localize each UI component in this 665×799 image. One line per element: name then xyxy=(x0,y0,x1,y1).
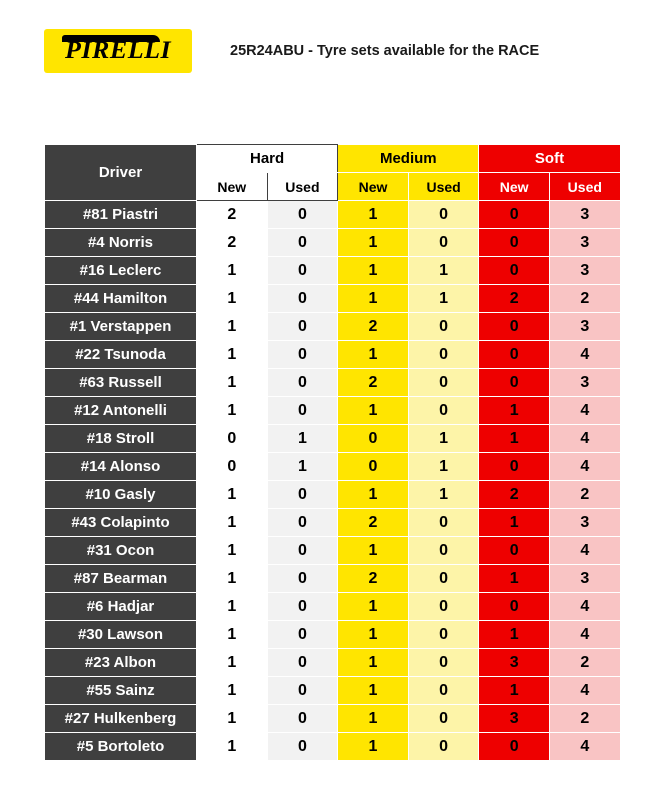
cell-hard-new: 1 xyxy=(197,481,268,509)
cell-medium-used: 1 xyxy=(408,453,479,481)
cell-driver: #31 Ocon xyxy=(45,537,197,565)
table-header-row-compounds xyxy=(45,145,621,173)
cell-medium-new: 1 xyxy=(338,649,409,677)
header-compound-soft: Soft xyxy=(479,145,620,173)
cell-driver: #5 Bortoleto xyxy=(45,733,197,761)
cell-medium-new: 1 xyxy=(338,621,409,649)
cell-soft-new: 0 xyxy=(479,341,550,369)
header-hard-used: Used xyxy=(267,173,338,201)
cell-driver: #30 Lawson xyxy=(45,621,197,649)
header-driver: Driver xyxy=(45,145,197,201)
cell-soft-used: 4 xyxy=(549,621,620,649)
tyre-table-container xyxy=(0,72,665,761)
cell-medium-used: 0 xyxy=(408,705,479,733)
cell-soft-used: 4 xyxy=(549,453,620,481)
cell-soft-used: 3 xyxy=(549,229,620,257)
cell-medium-used: 0 xyxy=(408,229,479,257)
cell-hard-new: 1 xyxy=(197,677,268,705)
cell-driver: #4 Norris xyxy=(45,229,197,257)
cell-soft-used: 3 xyxy=(549,313,620,341)
cell-medium-new: 2 xyxy=(338,313,409,341)
header-compound-medium: Medium xyxy=(338,145,479,173)
cell-hard-used: 0 xyxy=(267,537,338,565)
cell-soft-used: 4 xyxy=(549,537,620,565)
table-body xyxy=(45,201,621,761)
cell-medium-used: 0 xyxy=(408,537,479,565)
cell-driver: #22 Tsunoda xyxy=(45,341,197,369)
cell-soft-new: 1 xyxy=(479,565,550,593)
cell-driver: #43 Colapinto xyxy=(45,509,197,537)
cell-hard-used: 1 xyxy=(267,453,338,481)
cell-hard-used: 0 xyxy=(267,397,338,425)
cell-hard-used: 0 xyxy=(267,677,338,705)
cell-hard-new: 1 xyxy=(197,341,268,369)
header-medium-used: Used xyxy=(408,173,479,201)
cell-soft-new: 1 xyxy=(479,425,550,453)
cell-driver: #18 Stroll xyxy=(45,425,197,453)
cell-driver: #44 Hamilton xyxy=(45,285,197,313)
cell-medium-used: 1 xyxy=(408,481,479,509)
cell-hard-used: 0 xyxy=(267,733,338,761)
cell-medium-new: 1 xyxy=(338,201,409,229)
cell-hard-used: 0 xyxy=(267,565,338,593)
cell-driver: #1 Verstappen xyxy=(45,313,197,341)
cell-soft-new: 2 xyxy=(479,285,550,313)
header-soft-used: Used xyxy=(549,173,620,201)
table-row xyxy=(45,201,621,229)
pirelli-logo xyxy=(44,29,192,73)
cell-soft-used: 3 xyxy=(549,201,620,229)
cell-medium-new: 1 xyxy=(338,257,409,285)
cell-hard-new: 1 xyxy=(197,565,268,593)
cell-driver: #10 Gasly xyxy=(45,481,197,509)
cell-medium-new: 1 xyxy=(338,537,409,565)
cell-hard-used: 0 xyxy=(267,257,338,285)
cell-hard-new: 0 xyxy=(197,425,268,453)
cell-hard-new: 1 xyxy=(197,509,268,537)
cell-driver: #14 Alonso xyxy=(45,453,197,481)
table-row xyxy=(45,537,621,565)
cell-soft-new: 2 xyxy=(479,481,550,509)
cell-soft-new: 0 xyxy=(479,257,550,285)
cell-hard-used: 0 xyxy=(267,705,338,733)
table-row xyxy=(45,397,621,425)
cell-soft-used: 3 xyxy=(549,565,620,593)
cell-medium-new: 0 xyxy=(338,425,409,453)
cell-medium-used: 0 xyxy=(408,621,479,649)
cell-soft-new: 0 xyxy=(479,229,550,257)
header-compound-hard: Hard xyxy=(197,145,338,173)
header-hard-new: New xyxy=(197,173,268,201)
table-row xyxy=(45,733,621,761)
cell-soft-used: 3 xyxy=(549,369,620,397)
cell-soft-new: 0 xyxy=(479,733,550,761)
table-row xyxy=(45,705,621,733)
cell-medium-used: 0 xyxy=(408,593,479,621)
page-header xyxy=(0,0,665,72)
table-row xyxy=(45,509,621,537)
cell-soft-used: 2 xyxy=(549,649,620,677)
cell-hard-new: 1 xyxy=(197,593,268,621)
cell-driver: #16 Leclerc xyxy=(45,257,197,285)
cell-soft-new: 3 xyxy=(479,705,550,733)
page-title: 25R24ABU - Tyre sets available for the RACE xyxy=(230,43,540,59)
cell-soft-used: 4 xyxy=(549,397,620,425)
cell-medium-new: 1 xyxy=(338,397,409,425)
table-row xyxy=(45,621,621,649)
table-row xyxy=(45,313,621,341)
cell-hard-used: 0 xyxy=(267,509,338,537)
cell-hard-used: 0 xyxy=(267,481,338,509)
cell-soft-new: 1 xyxy=(479,677,550,705)
cell-medium-used: 0 xyxy=(408,565,479,593)
cell-hard-new: 1 xyxy=(197,705,268,733)
cell-soft-used: 4 xyxy=(549,733,620,761)
cell-soft-used: 4 xyxy=(549,425,620,453)
cell-medium-new: 1 xyxy=(338,285,409,313)
cell-medium-used: 0 xyxy=(408,397,479,425)
table-row xyxy=(45,229,621,257)
cell-hard-used: 1 xyxy=(267,425,338,453)
cell-soft-new: 0 xyxy=(479,453,550,481)
cell-soft-new: 0 xyxy=(479,369,550,397)
cell-soft-used: 4 xyxy=(549,593,620,621)
cell-driver: #63 Russell xyxy=(45,369,197,397)
cell-soft-new: 0 xyxy=(479,537,550,565)
cell-medium-new: 1 xyxy=(338,705,409,733)
cell-driver: #87 Bearman xyxy=(45,565,197,593)
cell-soft-used: 2 xyxy=(549,481,620,509)
cell-medium-new: 0 xyxy=(338,453,409,481)
cell-hard-new: 2 xyxy=(197,201,268,229)
header-soft-new: New xyxy=(479,173,550,201)
cell-medium-used: 0 xyxy=(408,677,479,705)
cell-soft-new: 0 xyxy=(479,593,550,621)
cell-soft-new: 3 xyxy=(479,649,550,677)
cell-soft-used: 3 xyxy=(549,509,620,537)
cell-hard-new: 1 xyxy=(197,285,268,313)
cell-hard-new: 2 xyxy=(197,229,268,257)
cell-hard-new: 1 xyxy=(197,313,268,341)
table-row xyxy=(45,369,621,397)
cell-hard-new: 1 xyxy=(197,537,268,565)
cell-hard-new: 1 xyxy=(197,621,268,649)
cell-soft-used: 2 xyxy=(549,705,620,733)
cell-driver: #27 Hulkenberg xyxy=(45,705,197,733)
table-row xyxy=(45,593,621,621)
cell-medium-used: 0 xyxy=(408,509,479,537)
cell-medium-used: 0 xyxy=(408,369,479,397)
logo-text: PIRELLI xyxy=(64,37,172,64)
cell-soft-used: 4 xyxy=(549,341,620,369)
table-row xyxy=(45,257,621,285)
cell-soft-used: 3 xyxy=(549,257,620,285)
cell-medium-used: 1 xyxy=(408,257,479,285)
cell-medium-new: 1 xyxy=(338,733,409,761)
cell-medium-new: 1 xyxy=(338,481,409,509)
cell-soft-new: 0 xyxy=(479,313,550,341)
cell-driver: #6 Hadjar xyxy=(45,593,197,621)
cell-hard-new: 1 xyxy=(197,369,268,397)
table-row xyxy=(45,565,621,593)
cell-medium-used: 0 xyxy=(408,201,479,229)
cell-hard-used: 0 xyxy=(267,341,338,369)
cell-medium-used: 1 xyxy=(408,285,479,313)
cell-medium-new: 1 xyxy=(338,341,409,369)
header-medium-new: New xyxy=(338,173,409,201)
cell-soft-used: 2 xyxy=(549,285,620,313)
cell-hard-new: 1 xyxy=(197,257,268,285)
cell-medium-new: 1 xyxy=(338,593,409,621)
cell-soft-new: 1 xyxy=(479,397,550,425)
cell-soft-new: 0 xyxy=(479,201,550,229)
table-row xyxy=(45,425,621,453)
cell-hard-used: 0 xyxy=(267,649,338,677)
table-head xyxy=(45,145,621,201)
cell-medium-used: 0 xyxy=(408,341,479,369)
cell-hard-new: 1 xyxy=(197,649,268,677)
table-row xyxy=(45,341,621,369)
cell-soft-new: 1 xyxy=(479,621,550,649)
cell-hard-used: 0 xyxy=(267,593,338,621)
cell-driver: #23 Albon xyxy=(45,649,197,677)
cell-soft-new: 1 xyxy=(479,509,550,537)
cell-medium-new: 2 xyxy=(338,369,409,397)
cell-medium-used: 0 xyxy=(408,649,479,677)
table-row xyxy=(45,453,621,481)
cell-hard-used: 0 xyxy=(267,201,338,229)
cell-driver: #81 Piastri xyxy=(45,201,197,229)
table-row xyxy=(45,481,621,509)
cell-hard-used: 0 xyxy=(267,229,338,257)
cell-hard-new: 1 xyxy=(197,397,268,425)
cell-medium-new: 1 xyxy=(338,677,409,705)
cell-medium-used: 0 xyxy=(408,313,479,341)
cell-hard-new: 0 xyxy=(197,453,268,481)
cell-hard-used: 0 xyxy=(267,621,338,649)
cell-hard-new: 1 xyxy=(197,733,268,761)
cell-medium-new: 1 xyxy=(338,229,409,257)
cell-driver: #55 Sainz xyxy=(45,677,197,705)
cell-medium-new: 2 xyxy=(338,565,409,593)
cell-hard-used: 0 xyxy=(267,313,338,341)
table-row xyxy=(45,677,621,705)
cell-hard-used: 0 xyxy=(267,369,338,397)
cell-driver: #12 Antonelli xyxy=(45,397,197,425)
table-row xyxy=(45,649,621,677)
cell-medium-new: 2 xyxy=(338,509,409,537)
cell-soft-used: 4 xyxy=(549,677,620,705)
table-row xyxy=(45,285,621,313)
cell-medium-used: 0 xyxy=(408,733,479,761)
cell-hard-used: 0 xyxy=(267,285,338,313)
tyre-sets-table xyxy=(44,144,621,761)
cell-medium-used: 1 xyxy=(408,425,479,453)
